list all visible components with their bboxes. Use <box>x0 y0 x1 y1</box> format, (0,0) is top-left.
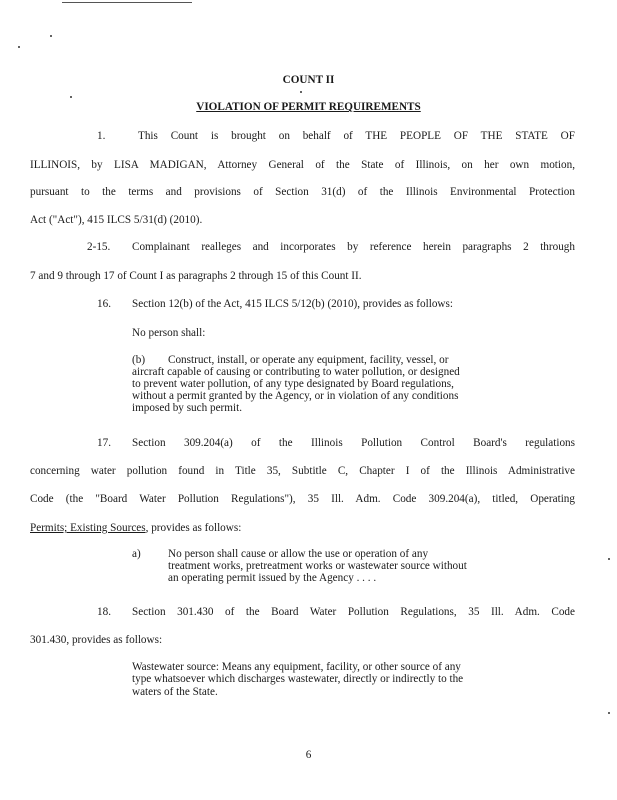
paragraph-line: Act ("Act"), 415 ILCS 5/31(d) (2010). <box>30 214 203 226</box>
quote-line: an operating permit issued by the Agency . . . . <box>168 572 377 584</box>
scan-speck <box>300 91 302 93</box>
quote-line: No person shall cause or allow the use or operation of any <box>168 548 429 560</box>
paragraph-line: Section 309.204(a) of the Illinois Pollution Control Board's regulations <box>132 437 575 449</box>
paragraph-line: 7 and 9 through 17 of Count I as paragraphs 2 through 15 of this Count II. <box>30 270 362 282</box>
quote-line: imposed by such permit. <box>132 402 242 414</box>
quote-line: aircraft capable of causing or contributing to water pollution, or designed <box>132 366 460 378</box>
scan-artifact-line <box>62 2 192 3</box>
paragraph-line: Complainant realleges and incorporates by reference herein paragraphs 2 through <box>132 241 575 253</box>
paragraph-line: concerning water pollution found in Title 35, Subtitle C, Chapter I of the Illinois Administrative <box>30 465 575 477</box>
quote-label: (b) <box>132 354 146 366</box>
quote-line: to prevent water pollution, of any type designated by Board regulations, <box>132 378 454 390</box>
paragraph-line: ILLINOIS, by LISA MADIGAN, Attorney General of the State of Illinois, on her own motion, <box>30 159 575 171</box>
paragraph-number: 1. <box>97 130 106 142</box>
scan-speck <box>608 712 610 714</box>
scan-speck <box>608 558 610 560</box>
paragraph-number: 17. <box>97 437 111 449</box>
paragraph-line: Section 12(b) of the Act, 415 ILCS 5/12(b) (2010), provides as follows: <box>132 298 453 310</box>
line-rest: , provides as follows: <box>145 522 242 534</box>
paragraph-line <box>30 522 241 535</box>
scan-speck <box>70 96 72 98</box>
paragraph-line: Section 301.430 of the Board Water Pollution Regulations, 35 Ill. Adm. Code <box>132 606 575 618</box>
quote-line: Wastewater source: Means any equipment, facility, or other source of any <box>132 661 461 673</box>
quote-line: Construct, install, or operate any equipment, facility, vessel, or <box>168 354 449 366</box>
paragraph-line: 301.430, provides as follows: <box>30 634 163 646</box>
quote-line: treatment works, pretreatment works or wastewater source without <box>168 560 467 572</box>
quote-line: type whatsoever which discharges wastewater, directly or indirectly to the <box>132 673 464 685</box>
underlined-title: Permits; Existing Sources <box>30 522 146 534</box>
quote-label: a) <box>132 548 141 560</box>
scan-speck <box>18 46 20 48</box>
section-title: VIOLATION OF PERMIT REQUIREMENTS <box>196 101 421 113</box>
paragraph-line: pursuant to the terms and provisions of Section 31(d) of the Illinois Environmental Protection <box>30 186 575 198</box>
paragraph-line: This Count is brought on behalf of THE PEOPLE OF THE STATE OF <box>138 130 575 142</box>
page-number: 6 <box>305 749 312 761</box>
quote-intro: No person shall: <box>132 327 206 339</box>
paragraph-number: 2-15. <box>87 241 111 253</box>
paragraph-number: 18. <box>97 606 111 618</box>
scan-speck <box>50 35 52 37</box>
quote-line: without a permit granted by the Agency, or in violation of any conditions <box>132 390 459 402</box>
paragraph-number: 16. <box>97 298 111 310</box>
count-heading: COUNT II <box>282 74 335 86</box>
paragraph-line: Code (the "Board Water Pollution Regulations"), 35 Ill. Adm. Code 309.204(a), titled, Operating <box>30 493 575 505</box>
quote-line: waters of the State. <box>132 686 218 698</box>
